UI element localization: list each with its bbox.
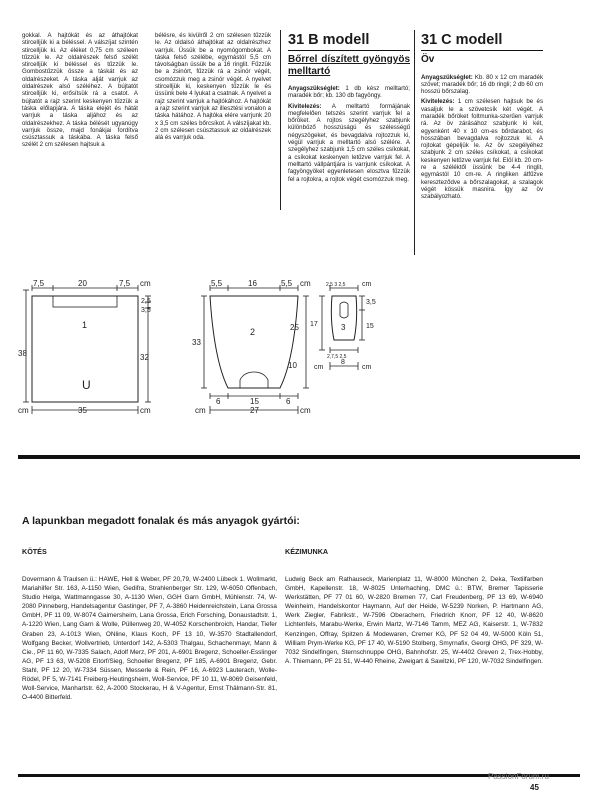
piece-number: 3	[341, 323, 346, 332]
instructions-text: 1 cm szélesen hajtsuk be és vasaljuk le a szövetcsík két végét. A maradék bőröket foltmunka-szerűen varrjuk rá. Az öv zárásához szabjunk ki két, egyenként 40 x 10 cm-es bőrdarabot, és hosszában bevagdalva rojtozzuk ki. A rojtokat gépeljük le. Az öv szegélyéhez szabjunk 2 cm széles csíkokat, a csíkokat keskenyen letűzve varrjuk fel. Elöl kb. 20 cm-re a széléktől üssünk be 4-4 ringlit, egymástól 10 cm-re. A ringliken átfűzve kereszteződve a bőrszalagokat, a szalagok végét kössük masnira. Így az öv szabályozható.	[421, 98, 543, 201]
model-31c-section	[421, 32, 543, 204]
text-column-1	[22, 32, 138, 149]
kotes-heading: KÖTÉS	[22, 547, 47, 556]
dim-top-unit: cm	[362, 281, 372, 288]
instructions-label: Kivitelezés:	[421, 98, 455, 106]
dim-right-long: 15	[366, 323, 374, 330]
dim-unit: cm	[140, 280, 151, 288]
dim-unit-right: cm	[362, 364, 372, 371]
dim-top-right: 7,5	[119, 280, 131, 288]
kezimunka-heading: KÉZIMUNKA	[285, 547, 329, 556]
pattern-diagram-strap-tab	[300, 280, 410, 395]
column-divider-2	[414, 30, 415, 255]
dim-unit-left: cm	[314, 364, 324, 371]
model-31b-materials	[288, 85, 410, 100]
kezimunka-suppliers-list: Ludwig Beck am Rathauseck, Marienplatz 11, W-8000 München 2, Deka, Textilfarben GmbH, Kapellenstr. 18, W-8025 Unterhaching, DMC ü.: BTW, Bremer Tapisserie Werkstätten, PF 77 01 60, W-2820 Bremen 77, Carl Freudenberg, PF 13 69, W-6940 Weinheim, Handelskontor Haymann, Auf der Heide, W-5239 Norken, P. Hartmann AG, Werk Ziegler, Fabrikstr., W-7596 Oberachern, Friedrich Knorr, PF 12 40, W-8620 Lichtenfels, Marabu-Werke, Erwin Martz, W-7146 Tamm, MEZ AG, Kaiserstr. 1, W-7832 Kenzingen, Offray, Spitzen & Modewaren, Cremer KG, PF 52 04 49, W-5000 Köln 51, William Prym-Werke KG, PF 17 40, W-5190 Stolberg, Smyrnafix, Georgi OHG, PF 329, W-7032 Sindelfingen, Sternschnuppe OHG, Bahnhofstr. 25, W-4402 Greven 2, Trex-Hobby, A. Thiemann, PF 21 51, W-440 Rheine, Zweigart & Sawitzki, PF 120, W-7032 Sindelfingen.	[285, 576, 543, 665]
suppliers-title: A lapunkban megadott fonalak és más anyagok gyártói:	[22, 515, 300, 527]
dim-bottom-unit-left: cm	[195, 406, 206, 415]
model-31b-subtitle: Bőrrel díszített gyöngyös melltartó	[288, 54, 410, 77]
dim-bottom-unit-right: cm	[300, 406, 311, 415]
piece-number: 1	[82, 320, 88, 330]
model-31b-title: 31 B modell	[288, 32, 370, 48]
materials-text: Kb. 80 x 12 cm maradék szövet; maradék bőr; 16 db ringli; 2 db 60 cm hosszú bőrszalag.	[421, 73, 543, 96]
dim-bottom-middle: 15	[250, 397, 259, 406]
kotes-suppliers-list: Dovermann & Traulsen ü.: HAWE, Hell & Weber, PF 20,79, W-2400 Lübeck 1. Wollmarkt, Mariahilfer Str. 163, A-1150 Wien, Gedifra, Strahlenberger Str. 129, W-6050 Offenbach, Studio Helga, Wattmanngasse 30, A-1130 Wien, GGH Garn GmbH, Mühlenstr. 74, W-2080 Pinneberg, Handelsagentur Gastinger, PF 7, A-3860 Heidenreichstein, Lana Grossa GmbH, PF 11 09, W-8074 Gaimersheim, Lana Grossa, Erich Forsching, Donaustadtstr. 1, A-1220 Wien, Lang Garn & Wolle, Püllenweg 20, W-4052 Korschenbroich, Handar, Tiefer Graben 23, A-1013 Wien, ONline, Klaus Koch, PF 13 10, W-3570 Stadtallendorf, Wolfgang Becker, Wollvertrieb, Unterdorf 142, A-5303 Thalgau, Schachenmayr, Mann & Cie., PF 11 60, W-7335 Salach, Adolf Merz, PF 201, A-6901 Bregenz, Schoeller-Esslinger AG, PF 13 63, W-5208 Eitorf/Sieg, Schoeller Bregenz, PF 185, A-6901 Bregenz, Gebr. Stahl, PF 12 20, W-7334 Süssen, Messerle & Rein, PF 16, A-6923 Lauterach, Wolle-Rödel, PF 5, W-7141 Freiberg-Heutingsheim, Woll-Service, PF 10 11, W-8069 Geisenfeld, Woll-Service, Manhartstr. 62, A-2000 Stockerau, H & V-Agentur, Ernst Thälmann-Str. 81, O-4400 Bitterfeld.	[22, 576, 277, 702]
column-divider-1	[280, 30, 281, 210]
dim-left-height: 38	[18, 349, 27, 358]
model-31b-instructions	[288, 103, 410, 183]
dim-bottom-label: 2,7,5 2,5	[327, 354, 347, 360]
pattern-diagram-bag-front	[18, 280, 168, 420]
model-31c-rule	[421, 50, 543, 51]
dim-right-height: 32	[140, 353, 149, 362]
dim-top-middle: 20	[78, 280, 87, 288]
dim-bottom-unit-right: cm	[140, 406, 151, 415]
dim-top-left: 7,5	[33, 280, 45, 288]
pattern-diagram-side-panel	[190, 280, 315, 420]
dim-top-middle: 16	[248, 280, 257, 288]
materials-label: Anyagszükséglet:	[288, 85, 340, 92]
dim-left-height: 17	[310, 321, 318, 328]
dim-right-small: 10	[288, 361, 297, 370]
dim-top-right: 5,5	[281, 280, 293, 288]
column-2-text: bélésre, és kivülről 2 cm szélesen tűzzük le. Az oldalsó áthajtókat az oldalrészhez varrjuk. Üssük be a nyomógombokat. A táska felső szélébe, egymástól 5,5 cm távolságban üssük be a 16 ringlit. Fűzzük be a zsinórt, fűzzük rá a zsinór végét, csomózzuk meg a zsinór végét. A nyelvet stircelljük ki, keskenyen tűzzük le és üssünk bele 4 lyukat a csatnak. A nyelvet a rajz szerint varrjuk a hajtókához. A hajtókát a rajz szerint varrjuk az illesztési vonalon a táska hátához. A hajtóka elére varrjunk 20 x 3,5 cm széles bőrcsíkot. A válszíjakat kb. 2 cm szélesen csúsztassuk az oldalrészek alá és varrjuk oda.	[155, 32, 271, 142]
text-column-2	[155, 32, 271, 141]
model-31c-subtitle: Öv	[421, 54, 435, 65]
dim-bottom-width: 27	[250, 406, 259, 415]
instructions-text: A melltartó formájának megfelelően tetszés szerint varrjuk fel a bőröket. A rojtos szegélyhez szabjunk különböző hosszúságú és szélességű négyszögeket, és bevagdalva rojtozzuk ki, végül varrjuk a melltartó alsó szélére. A szegélyhez szabjunk 1,5 cm széles csíkokat, a csíkokat keskenyen letűzve varrjuk fel. A melltartó vállpántjára is varrjunk csíkokat. A fagyöngyöket egyenletesen elosztva fűzzük fel a rojtokra, a rojtok végét csomózzuk meg.	[288, 102, 410, 183]
dim-top-label: 2,5 3 2,5	[326, 282, 346, 288]
dim-right-height: 25	[290, 323, 299, 332]
materials-text: 1 db kész melltartó; maradék bőr; kb. 130 db fagyöngy.	[288, 85, 410, 100]
section-rule-top	[18, 455, 580, 459]
column-1-text: gokkal. A hajtókát és az áthajtókat stircelljük ki a béléssel. A válszíjat szintén stircelljük ki. Az éléket 0,75 cm széleen tűzzük le. Az oldalrészek felső szélét stircelljük ki béléssel és tűzzük le. Gombostűzzük össze a táskát és az oldalrészeket. A táska alját varrjuk az oldalrészek alsó széléhez. A bújtatót stircelljük ki, erősítsük rá a csatot. A bújtatót a rajz szerint keskenyen tűzzük a táska előlapjára. A táska elejét és hátát varrjuk a táska aljához és az oldalrészekhez. A táska bélését ugyanúgy varrjuk össze, majd fonákjai fordítva csúsztassuk a táskába. A táska felső szélét 2 cm szélesen hajtsuk a	[22, 32, 138, 149]
dim-bottom-width: 35	[78, 406, 87, 415]
model-31c-instructions	[421, 98, 543, 200]
model-31c-title: 31 C modell	[421, 32, 503, 48]
instructions-label: Kivitelezés:	[288, 102, 322, 110]
model-31b-rule	[288, 50, 410, 51]
dim-right-top: 3,5	[366, 299, 376, 306]
closure-mark: U	[82, 378, 91, 392]
materials-label: Anyagszükséglet:	[421, 73, 473, 81]
dim-width: 8	[341, 359, 345, 366]
page-number: 45	[530, 783, 539, 792]
dim-bottom-right: 6	[286, 397, 291, 406]
dim-unit: cm	[300, 280, 311, 288]
piece-number: 2	[250, 327, 256, 337]
model-31b-section	[288, 32, 410, 186]
dim-left-height: 33	[192, 338, 201, 347]
dim-top-left: 5,5	[211, 280, 223, 288]
dim-right-top: 2,5	[141, 298, 151, 305]
dim-bottom-unit-left: cm	[18, 406, 29, 415]
dim-right-second: 3,5	[141, 307, 151, 314]
dim-bottom-left: 6	[216, 397, 221, 406]
watermark: PassionForum.ru	[488, 772, 549, 781]
model-31c-materials	[421, 74, 543, 96]
